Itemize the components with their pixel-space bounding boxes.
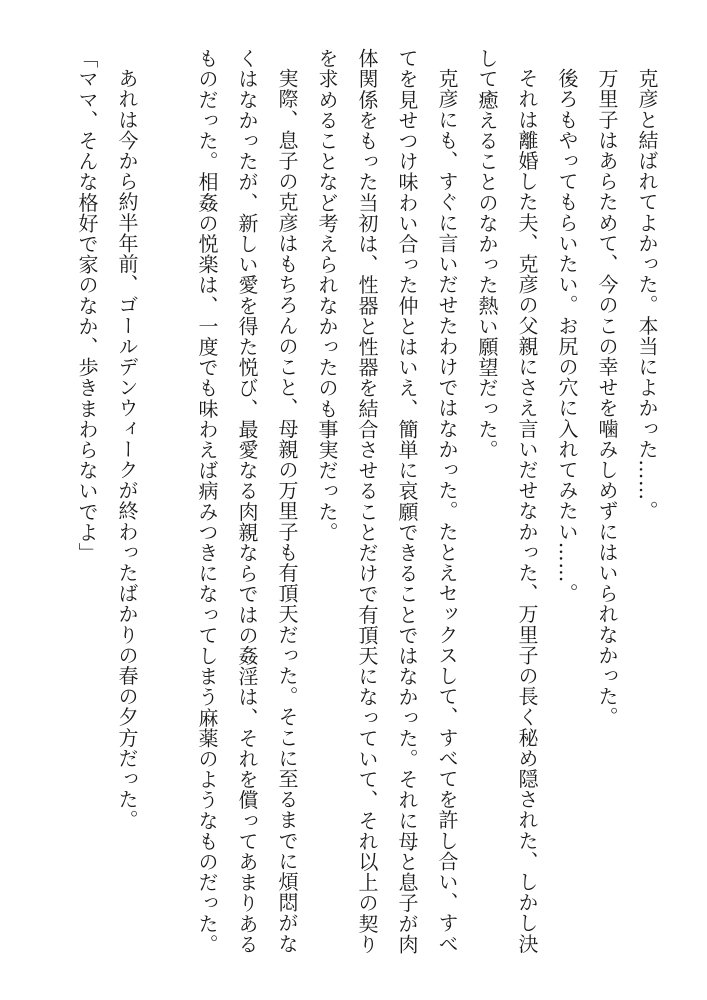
paragraph-4: それは離婚した夫、克彦の父親にさえ言いだせなかった、万里子の長く秘め隠された、しかし決して癒えることのなかった熱い願望だった。 [475,48,539,954]
vertical-body-text [67,48,667,968]
paragraph-7: あれは今から約半年前、ゴールデンウィークが終わったばかりの春の夕方だった。 [115,68,139,831]
paragraph-2: 万里子はあらためて、今のこの幸せを噛みしめずにはいられなかった。 [595,68,619,728]
scene-break [147,48,187,968]
paragraph-1: 克彦と結ばれてよかった。本当によかった……。 [635,68,659,522]
paragraph-3: 後ろもやってもらいたい。お尻の穴に入れてみたい……。 [555,68,579,604]
paragraph-5: 克彦にも、すぐに言いだせたわけではなかった。たとえセックスして、すべてを許し合い、すべてを見せつけ味わい合った仲とはいえ、簡単に哀願できることではなかった。それに母と息子が肉体関係をもった当初は、性器と性器を結合させることだけで有頂天になっていて、それ以上の契りを求めることなど考えられなかったのも事実だった。 [315,48,459,955]
dialogue-line: 「ママ、そんな格好で家のなか、歩きまわらないでよ」 [75,48,99,563]
paragraph-6: 実際、息子の克彦はもちろんのこと、母親の万里子も有頂天だった。そこに至るまでに煩悶がなくはなかったが、新しい愛を得た悦び、最愛なる肉親ならではの姦淫は、それを償ってあまりあるものだった。相姦の悦楽は、一度でも味わえば病みつきになってしまう麻薬のようなものだった。 [195,48,299,955]
